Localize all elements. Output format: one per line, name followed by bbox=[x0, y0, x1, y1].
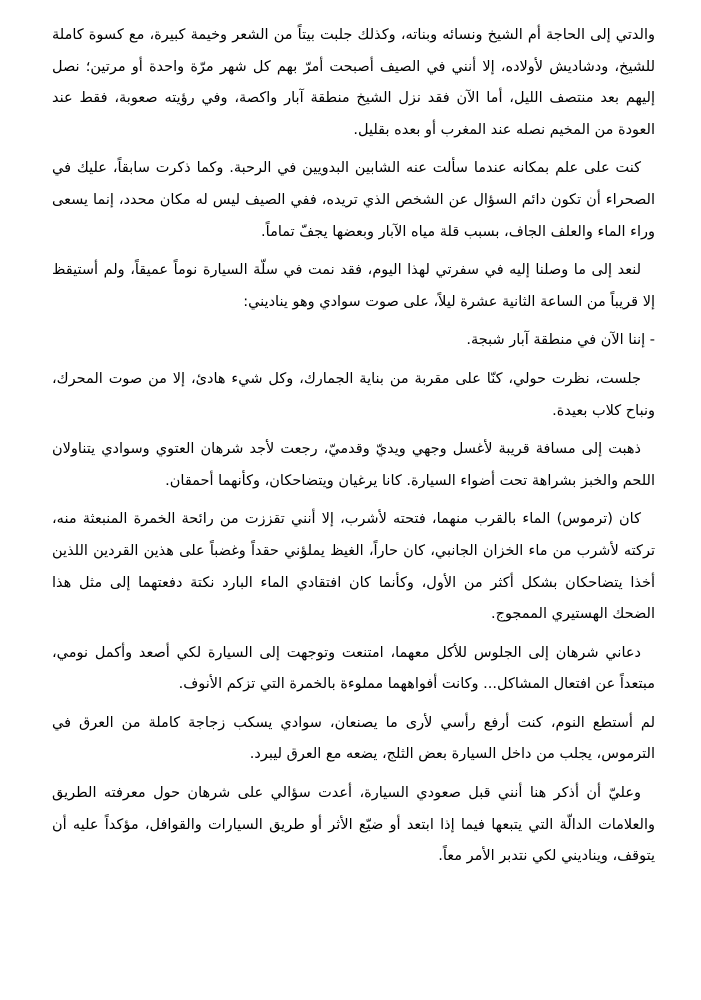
paragraph-9: لم أستطع النوم، كنت أرفع رأسي لأرى ما يصنعان، سوادي يسكب زجاجة كاملة من العرق في الترموس، يجلب من داخل السيارة بعض الثلج، يضعه مع العرق ليبرد. bbox=[52, 714, 655, 763]
paragraph-3: لنعد إلى ما وصلنا إليه في سفرتي لهذا اليوم، فقد نمت في سلّة السيارة نوماً عميقاً، ولم أستيقظ إلا قريباً من الساعة الثانية عشرة ليلاً، على صوت سوادي وهو يناديني: bbox=[52, 262, 655, 310]
dialogue-line: - إننا الآن في منطقة آبار شبجة. bbox=[466, 332, 655, 349]
paragraph-1: والدتي إلى الحاجة أم الشيخ ونسائه وبناته، وكذلك جلبت بيتاً من الشعر وخيمة كبيرة، مع كسوة كاملة للشيخ، ودشاديش لأولاده، إلا أنني في الصيف أصبحت أمرّ بهم كل شهر مرّة واحدة أو مرتين؛ نصل إليهم بعد منتصف الليل، أما الآن فقد نزل الشيخ منطقة آبار واكصة، وفي رؤيته صعوبة، فقط عند العودة من المخيم نصله عند المغرب أو بعده بقليل. bbox=[52, 27, 655, 138]
paragraph-8: دعاني شرهان إلى الجلوس للأكل معهما، امتنعت وتوجهت إلى السيارة لكي أصعد وأكمل نومي، مبتعداً عن افتعال المشاكل... وكانت أفواههما مملوءة بالخمرة التي تزكم الأنوف. bbox=[52, 644, 655, 693]
paragraph-10: وعليّ أن أذكر هنا أنني قبل صعودي السيارة، أعدت سؤالي على شرهان حول معرفته الطريق والعلامات الدالّة التي يتبعها فيما إذا ابتعد أو ضيّع الأثر أو طريق السيارات والقوافل، مؤكداً عليه أن يتوقف، ويناديني لكي نتدبر الأمر معاً. bbox=[52, 785, 655, 865]
paragraph-5: جلست، نظرت حولي، كنّا على مقربة من بناية الجمارك، وكل شيء هادئ، إلا من صوت المحرك، ونباح كلاب بعيدة. bbox=[52, 370, 655, 419]
paragraph-7: كان (ترموس) الماء بالقرب منهما، فتحته لأشرب، إلا أنني تقززت من رائحة الخمرة المنبعثة منه، تركته لأشرب من ماء الخزان الجانبي، كان حاراً، الغيظ يملؤني حقداً وغضباً على هذين القردين اللذين أخذا يتضاحكان بشكل أكثر من الأول، وكأنما كان افتقادي الماء البارد نكتة دفعتهما إلى مثل هذا الضحك الهستيري الممجوج. bbox=[52, 511, 655, 623]
paragraph-2: كنت على علم بمكانه عندما سألت عنه الشابين البدويين في الرحبة. وكما ذكرت سابقاً، عليك في الصحراء أن تكون دائم السؤال عن الشخص الذي تريده، ففي الصيف ليس له مكان محدد، إنما يسعى وراء الماء والعلف الجاف، بسبب قلة مياه الآبار وبعضها يجفّ تماماً. bbox=[52, 160, 655, 240]
paragraph-6: ذهبت إلى مسافة قريبة لأغسل وجهي ويديّ وقدميّ، رجعت لأجد شرهان العتوي وسوادي يتناولان اللحم والخبز بشراهة تحت أضواء السيارة. كانا يرغيان ويتضاحكان، وكأنهما أحمقان. bbox=[52, 441, 655, 489]
